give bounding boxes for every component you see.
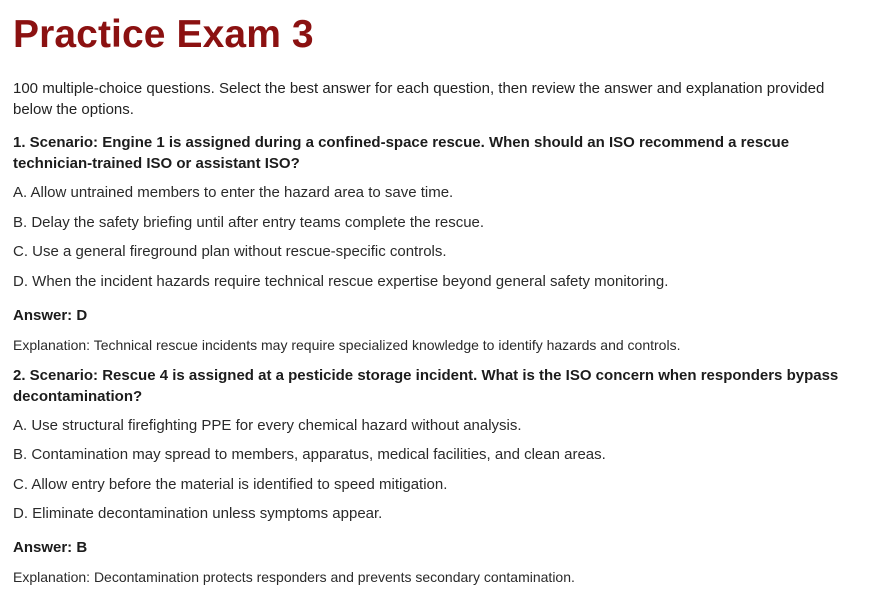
answer-label: Answer: D [13, 306, 88, 324]
explanation-text: Explanation: Technical rescue incidents may require specialized knowledge to identify hazards and controls. [13, 336, 681, 353]
option-b: B. Contamination may spread to members, apparatus, medical facilities, and clean areas. [13, 446, 606, 463]
option-list [13, 182, 866, 292]
question-1 [13, 132, 866, 355]
option-b: B. Delay the safety briefing until after entry teams complete the rescue. [13, 213, 485, 231]
question-text: 2. Scenario: Rescue 4 is assigned at a pesticide storage incident. What is the ISO concern when responders bypass decontamination? [13, 366, 839, 405]
page-title: Practice Exam 3 [13, 13, 314, 56]
option-c: C. Use a general fireground plan without rescue-specific controls. [13, 243, 447, 260]
answer-label: Answer: B [13, 539, 88, 556]
question-text: 1. Scenario: Engine 1 is assigned during a confined-space rescue. When should an ISO recommend a rescue technician-trained ISO or assistant ISO? [13, 134, 790, 172]
option-a: A. Allow untrained members to enter the hazard area to save time. [13, 184, 454, 201]
question-2 [13, 365, 866, 588]
option-list [13, 415, 866, 525]
explanation-text: Explanation: Decontamination protects responders and prevents secondary contamination. [13, 569, 575, 585]
exam-intro: 100 multiple-choice questions. Select the best answer for each question, then review the answer and explanation provided below the options. [13, 80, 825, 118]
option-c: C. Allow entry before the material is identified to speed mitigation. [13, 475, 448, 493]
option-d: D. When the incident hazards require technical rescue expertise beyond general safety monitoring. [13, 272, 669, 290]
option-d: D. Eliminate decontamination unless symptoms appear. [13, 505, 383, 522]
option-a: A. Use structural firefighting PPE for every chemical hazard without analysis. [13, 416, 522, 434]
